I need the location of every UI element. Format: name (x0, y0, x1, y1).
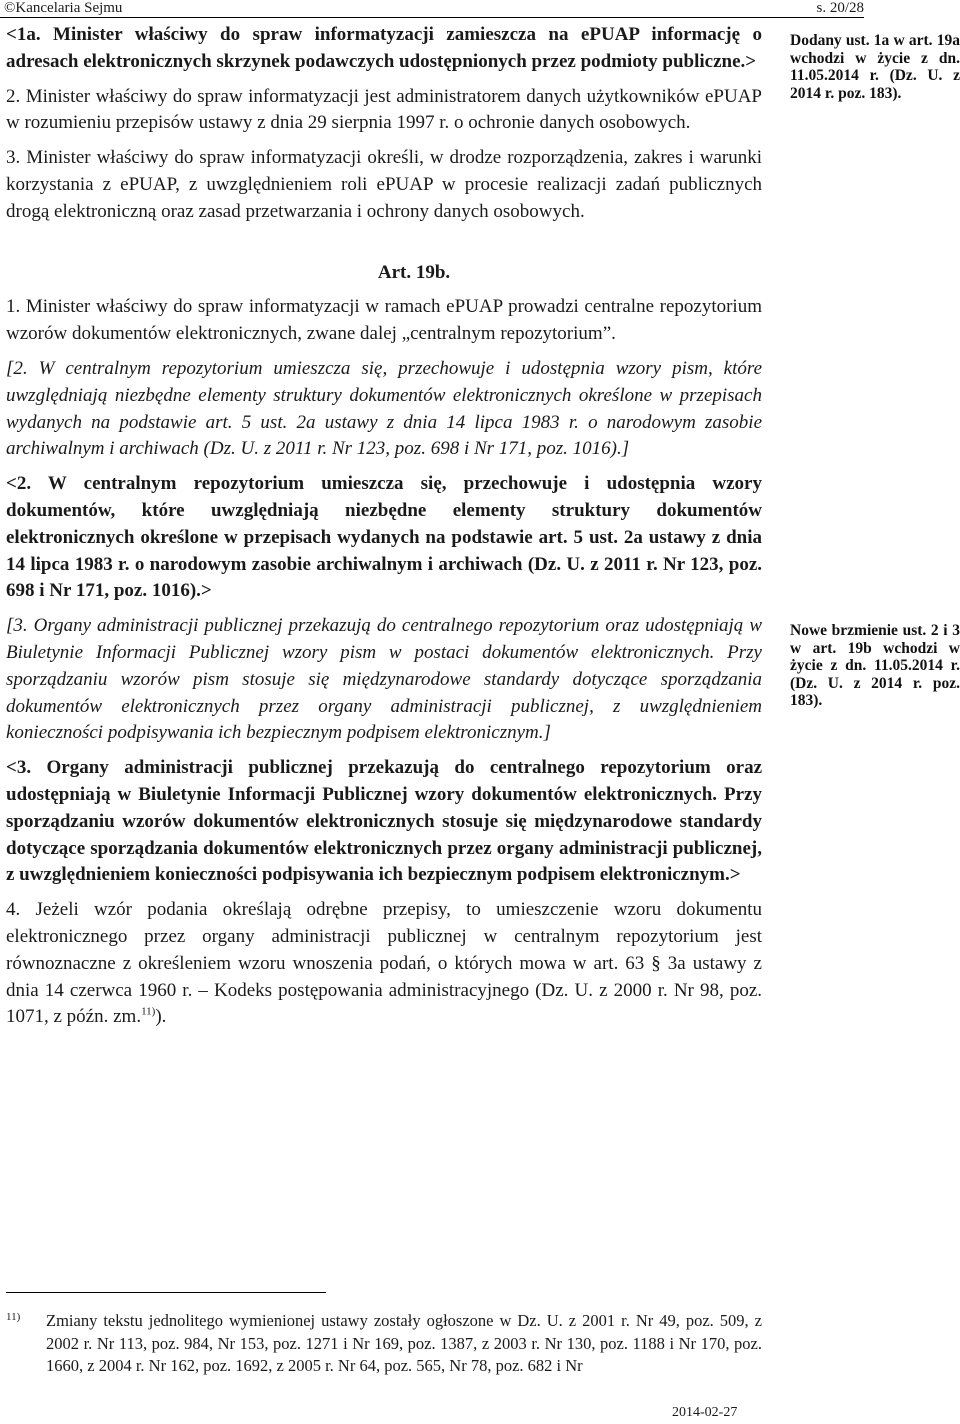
document-date: 2014-02-27 (672, 1405, 738, 1420)
margin-note-new-wording: Nowe brzmienie ust. 2 i 3 w art. 19b wchodzi w życie z dn. 11.05.2014 r. (Dz. U. z 2014 r. poz. 183). (790, 622, 960, 709)
article-paragraph-4-text: 4. Jeżeli wzór podania określają odrębne przepisy, to umieszczenie wzoru dokumentu elektronicznego przez organy administracji publicznej w centralnym repozytorium jest równoznaczne z określeniem wzoru wnoszenia podań, o których mowa w art. 63 § 3a ustawy z dnia 14 czerwca 1960 r. – Kodeks postępowania administracyjnego (Dz. U. z 2000 r. Nr 98, poz. 1071, z późn. zm. (6, 899, 762, 1028)
footnote (6, 1310, 762, 1378)
page-number: s. 20/28 (816, 0, 864, 16)
article-heading: Art. 19b. (377, 261, 451, 283)
margin-note-added: Dodany ust. 1a w art. 19a wchodzi w życie z dn. 11.05.2014 r. (Dz. U. z 2014 r. poz. 183). (790, 32, 960, 102)
footnote-reference[interactable]: 11) (141, 1005, 156, 1018)
article-paragraph-3-new: <3. Organy administracji publicznej przekazują do centralnego repozytorium oraz udostępniają w Biuletynie Informacji Publicznej wzory dokumentów elektronicznych. Przy sporządzaniu wzorów dokumentów elektronicznych stosuje się międzynarodowe standardy dotyczące sporządzania dokumentów elektronicznych przez organy administracji publicznej, z uwzględnieniem konieczności podpisywania ich bezpiecznym podpisem elektronicznym.> (6, 757, 762, 886)
footnote-number: 11) (6, 1311, 21, 1323)
document-body (6, 22, 762, 1031)
footnote-divider (6, 1292, 326, 1293)
article-paragraph-1: 1. Minister właściwy do spraw informatyzacji w ramach ePUAP prowadzi centralne repozytorium wzorów dokumentów elektronicznych, zwane dalej „centralnym repozytorium”. (6, 296, 762, 345)
article-paragraph-4-end: ). (155, 1006, 167, 1028)
article-paragraph-3-old: [3. Organy administracji publicznej przekazują do centralnego repozytorium oraz udostępniają w Biuletynie Informacji Publicznej wzory pism w postaci dokumentów elektronicznych. Przy sporządzaniu wzorów pism stosuje się międzynarodowe standardy dotyczące sporządzania dokumentów elektronicznych przez organy administracji publicznej, z uwzględnieniem konieczności podpisywania ich bezpiecznym podpisem elektronicznym.] (6, 615, 762, 744)
header-divider (0, 17, 864, 18)
footnote-text: Zmiany tekstu jednolitego wymienionej ustawy zostały ogłoszone w Dz. U. z 2001 r. Nr 49, poz. 509, z 2002 r. Nr 113, poz. 984, Nr 153, poz. 1271 i Nr 169, poz. 1387, z 2003 r. Nr 130, poz. 1188 i Nr 170, poz. 1660, z 2004 r. Nr 162, poz. 1692, z 2005 r. Nr 64, poz. 565, Nr 78, poz. 682 i Nr (46, 1311, 762, 1375)
page-header (0, 0, 960, 18)
paragraph-1a-added: <1a. Minister właściwy do spraw informatyzacji zamieszcza na ePUAP informację o adresach elektronicznych skrzynek podawczych udostępnionych przez podmioty publiczne.> (6, 24, 762, 72)
paragraph-3: 3. Minister właściwy do spraw informatyzacji określi, w drodze rozporządzenia, zakres i warunki korzystania z ePUAP, z uwzględnieniem roli ePUAP w procesie realizacji zadań publicznych drogą elektroniczną oraz zasad przetwarzania i ochrony danych osobowych. (6, 147, 762, 222)
paragraph-2: 2. Minister właściwy do spraw informatyzacji jest administratorem danych użytkowników ePUAP w rozumieniu przepisów ustawy z dnia 29 sierpnia 1997 r. o ochronie danych osobowych. (6, 85, 762, 134)
source-label: ©Kancelaria Sejmu (4, 0, 123, 16)
article-paragraph-2-new: <2. W centralnym repozytorium umieszcza się, przechowuje i udostępnia wzory dokumentów, które uwzględniają niezbędne elementy struktury dokumentów elektronicznych określone w przepisach wydanych na podstawie art. 5 ust. 2a ustawy z dnia 14 lipca 1983 r. o narodowym zasobie archiwalnym i archiwach (Dz. U. z 2011 r. Nr 123, poz. 698 i Nr 171, poz. 1016).> (6, 473, 762, 602)
article-paragraph-2-old: [2. W centralnym repozytorium umieszcza się, przechowuje i udostępnia wzory pism, które uwzględniają niezbędne elementy struktury dokumentów elektronicznych określone w przepisach wydanych na podstawie art. 5 ust. 2a ustawy z dnia 14 lipca 1983 r. o narodowym zasobie archiwalnym i archiwach (Dz. U. z 2011 r. Nr 123, poz. 698 i Nr 171, poz. 1016).] (6, 357, 762, 460)
article-paragraph-4 (6, 897, 762, 1031)
